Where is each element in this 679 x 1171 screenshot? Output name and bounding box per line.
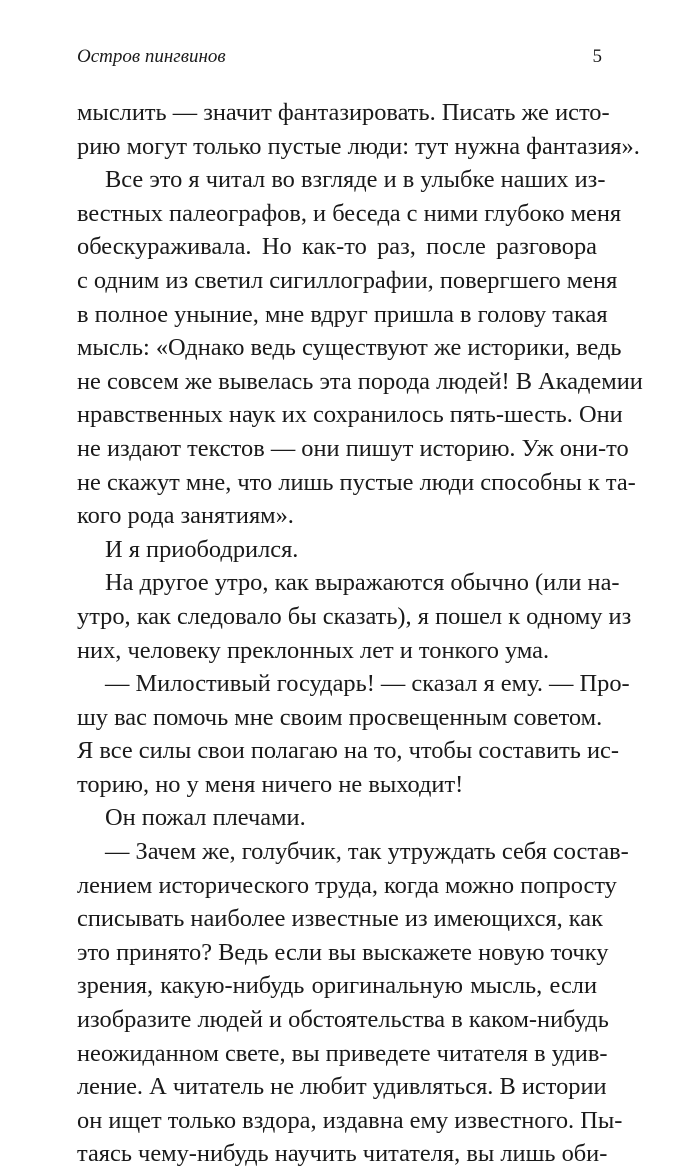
text-line: нравственных наук их сохранилось пять-шесть. Они: [77, 401, 623, 429]
text-line: списывать наиболее известные из имеющихся, как: [77, 905, 603, 933]
text-line: торию, но у меня ничего не выходит!: [77, 770, 464, 798]
text-line: таясь чему-нибудь научить читателя, вы лишь оби-: [77, 1140, 608, 1168]
text-line: неожиданном свете, вы приведете читателя в удив-: [77, 1039, 608, 1067]
text-line: мыслить — значит фантазировать. Писать же исто-: [77, 99, 610, 126]
text-line: с одним из светил сигиллографии, повергшего меня: [77, 266, 618, 294]
text-line: не скажут мне, что лишь пустые люди способны к та-: [77, 468, 636, 496]
text-line: На другое утро, как выражаются обычно (или на-: [105, 569, 620, 597]
text-line: изобразите людей и обстоятельства в каком-нибудь: [77, 1006, 609, 1034]
text-line: ление. А читатель не любит удивляться. В истории: [77, 1073, 607, 1101]
text-line: — Зачем же, голубчик, так утруждать себя состав-: [105, 838, 629, 866]
page-header: [77, 46, 602, 74]
text-line: лением исторического труда, когда можно попросту: [77, 871, 617, 899]
text-line: это принято? Ведь если вы выскажете новую точку: [77, 938, 609, 966]
text-line: шу вас помочь мне своим просвещенным советом.: [77, 703, 603, 731]
text-line: рию могут только пустые люди: тут нужна фантазия».: [77, 132, 640, 160]
text-line: он ищет только вздора, издавна ему известного. Пы-: [77, 1106, 623, 1134]
text-line: них, человеку преклонных лет и тонкого ума.: [77, 636, 550, 664]
text-line: не издают текстов — они пишут историю. Уж они-то: [77, 434, 629, 462]
text-line: не совсем же вывелась эта порода людей! В Академии: [77, 367, 643, 395]
text-line: вестных палеографов, и беседа с ними глубоко меня: [77, 199, 622, 227]
text-line: Все это я читал во взгляде и в улыбке наших из-: [105, 166, 606, 194]
text-line: Он пожал плечами.: [105, 804, 306, 832]
text-line: зрения, какую-нибудь оригинальную мысль, если: [77, 972, 597, 1000]
text-line: в полное уныние, мне вдруг пришла в голову такая: [77, 300, 608, 328]
text-line: обескураживала. Но как-то раз, после разговора: [77, 233, 597, 261]
text-line: утро, как следовало бы сказать), я пошел к одному из: [77, 602, 632, 630]
text-line: — Милостивый государь! — сказал я ему. — Про-: [105, 670, 630, 698]
text-line: И я приободрился.: [105, 535, 299, 563]
text-line: мысль: «Однако ведь существуют же историки, ведь: [77, 334, 622, 362]
running-title: Остров пингвинов: [77, 46, 226, 67]
text-line: Я все силы свои полагаю на то, чтобы составить ис-: [77, 737, 620, 765]
text-line: кого рода занятиям».: [77, 502, 294, 530]
body-text: [77, 96, 643, 1171]
page-number: 5: [592, 46, 602, 67]
